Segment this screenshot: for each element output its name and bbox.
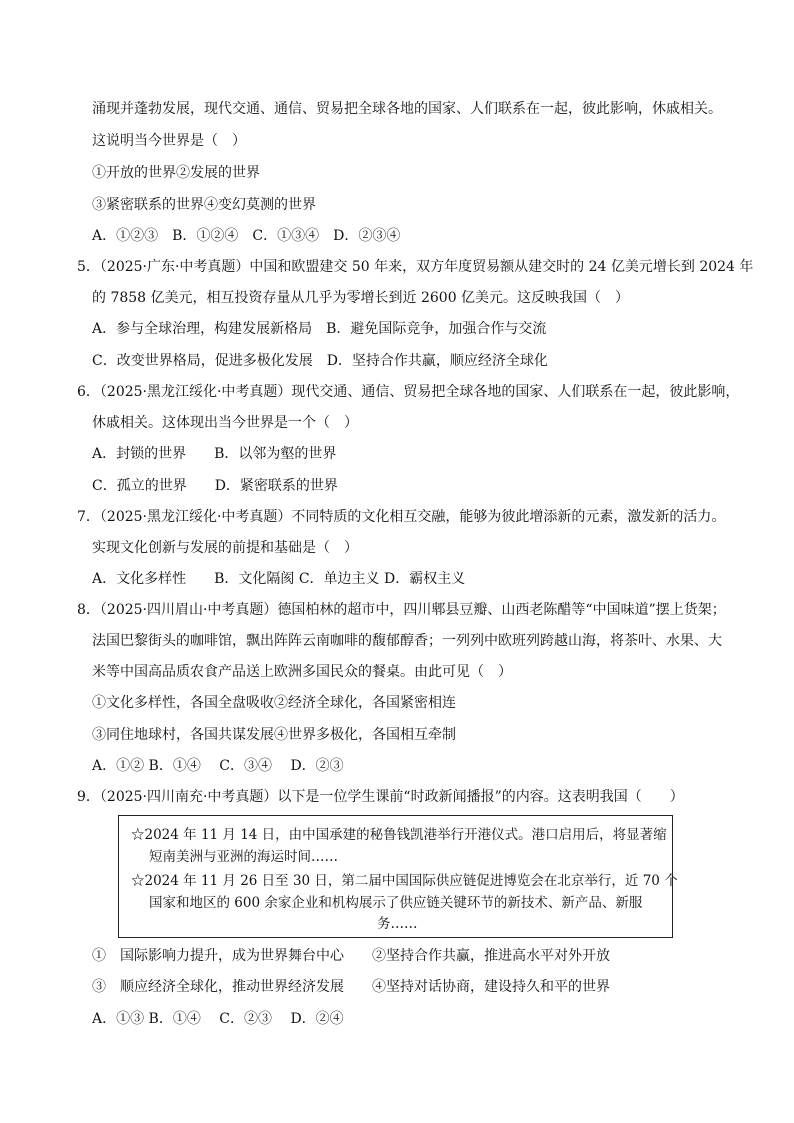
q9-option-34: ③ 顺应经济全球化，推动世界经济发展 ④坚持对话协商，建设持久和平的世界 <box>92 979 610 995</box>
q5-stem-line1: 5．（2025·广东·中考真题）中国和欧盟建交 50 年来，双方年度贸易额从建交时的 24 亿美元增长到 2024 年 <box>77 259 754 275</box>
q4-option-12: ①开放的世界②发展的世界 <box>92 165 260 181</box>
news-item-2-line3: 务…… <box>377 916 418 932</box>
q6-choices-ab: A．封锁的世界 B．以邻为壑的世界 <box>92 446 337 462</box>
q9-stem-line1: 9．（2025·四川南充·中考真题）以下是一位学生课前“时政新闻播报”的内容。这表明我国（ ） <box>77 789 684 805</box>
q4-stem-line2: 这说明当今世界是（ ） <box>92 133 246 149</box>
q4-stem-line1: 涌现并蓬勃发展，现代交通、通信、贸易把全球各地的国家、人们联系在一起，彼此影响，休戚相关。 <box>92 101 722 117</box>
q8-stem-line1: 8．（2025·四川眉山·中考真题）德国柏林的超市中，四川郫县豆瓣、山西老陈醋等“中国味道”摆上货架； <box>77 602 726 618</box>
q6-stem-line1: 6．（2025·黑龙江绥化·中考真题）现代交通、通信、贸易把全球各地的国家、人们联系在一起，彼此影响， <box>77 384 740 400</box>
q5-stem-line2: 的 7858 亿美元，相互投资存量从几乎为零增长到近 2600 亿美元。这反映我国（ ） <box>92 290 630 306</box>
q8-choices: A．①② B．①④ C．③④ D．②③ <box>92 758 344 774</box>
q5-choices-ab: A．参与全球治理，构建发展新格局 B．避免国际竞争，加强合作与交流 <box>92 321 547 337</box>
q6-stem-line2: 休戚相关。这体现出当今世界是一个（ ） <box>92 415 358 431</box>
q4-choices: A．①②③ B．①②④ C．①③④ D．②③④ <box>92 228 401 244</box>
q7-choices: A．文化多样性 B．文化隔阂 C．单边主义 D．霸权主义 <box>92 571 466 587</box>
q7-stem-line1: 7．（2025·黑龙江绥化·中考真题）不同特质的文化相互交融，能够为彼此增添新的元素，激发新的活力。 <box>77 509 726 525</box>
q7-stem-line2: 实现文化创新与发展的前提和基础是（ ） <box>92 540 358 556</box>
q9-choices: A．①③ B．①④ C．②③ D．②④ <box>92 1011 344 1027</box>
news-item-1-line2: 短南美洲与亚洲的海运时间…… <box>149 849 338 865</box>
q9-option-12: ① 国际影响力提升，成为世界舞台中心 ②坚持合作共赢，推进高水平对外开放 <box>92 948 610 964</box>
q8-stem-line3: 米等中国高品质农食产品送上欧洲多国民众的餐桌。由此可见（ ） <box>92 664 512 680</box>
news-item-2-line1: ☆2024 年 11 月 26 日至 30 日，第二届中国国际供应链促进博览会在北京举行，近 70 个 <box>131 873 678 889</box>
news-broadcast-box <box>118 815 678 938</box>
news-item-2-line2: 国家和地区的 600 余家企业和机构展示了供应链关键环节的新技术、新产品、新服 <box>149 895 643 911</box>
q8-stem-line2: 法国巴黎街头的咖啡馆，飘出阵阵云南咖啡的馥郁醇香；一列列中欧班列跨越山海，将茶叶、水果、大 <box>92 633 722 649</box>
news-item-1-line1: ☆2024 年 11 月 14 日，由中国承建的秘鲁钱凯港举行开港仪式。港口启用后，将显著缩 <box>131 827 667 843</box>
q4-option-34: ③紧密联系的世界④变幻莫测的世界 <box>92 197 316 213</box>
q5-choices-cd: C．改变世界格局，促进多极化发展 D．坚持合作共赢，顺应经济全球化 <box>92 353 548 369</box>
q8-option-34: ③同住地球村，各国共谋发展④世界多极化，各国相互牵制 <box>92 727 456 743</box>
q8-option-12: ①文化多样性，各国全盘吸收②经济全球化，各国紧密相连 <box>92 695 456 711</box>
q6-choices-cd: C．孤立的世界 D．紧密联系的世界 <box>92 478 338 494</box>
